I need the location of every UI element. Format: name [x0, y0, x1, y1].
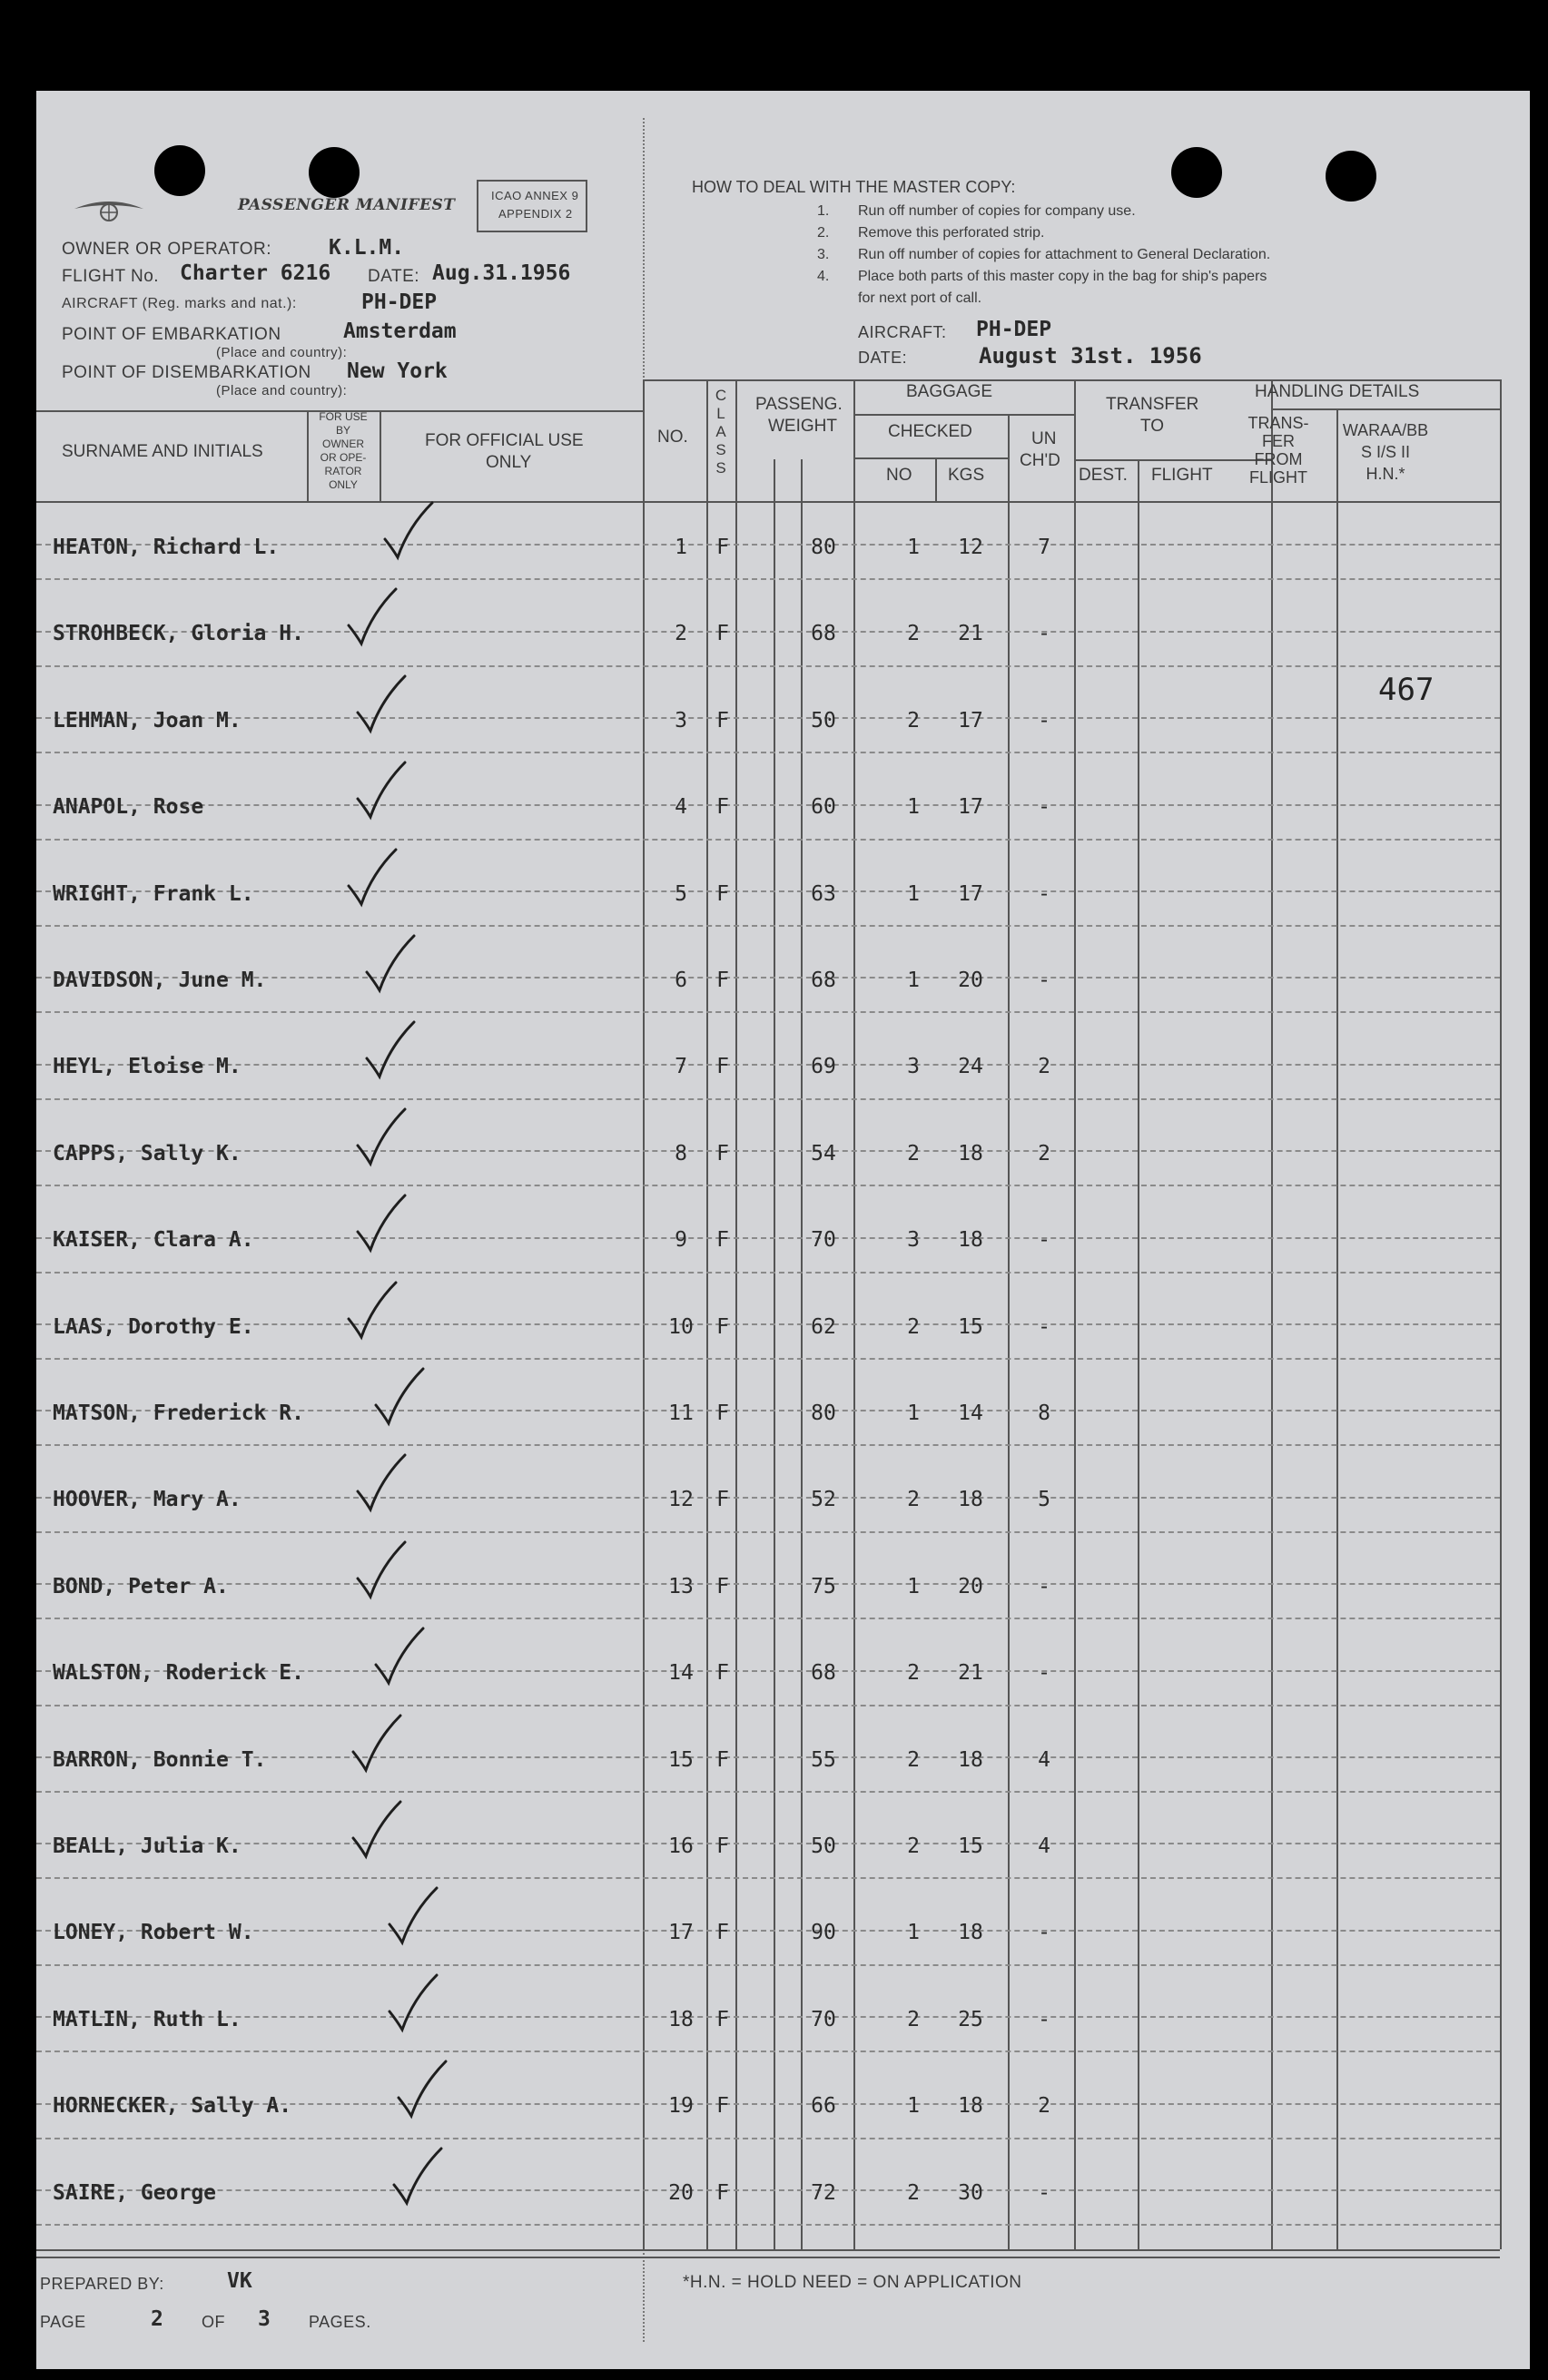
waraa-line: S I/S II	[1360, 443, 1411, 461]
passenger-no: 5	[675, 882, 687, 906]
check-mark-icon	[354, 1539, 409, 1602]
disembark-label: POINT OF DISEMBARKATION	[62, 363, 311, 382]
passenger-no: 11	[668, 1401, 694, 1425]
grid-hline	[36, 1583, 1500, 1585]
grid-hline	[36, 1011, 1500, 1013]
klm-logo-icon	[73, 192, 145, 229]
icao-line-2: APPENDIX 2	[498, 207, 573, 221]
unchecked-baggage: -	[1038, 709, 1050, 733]
grid-vline	[1008, 414, 1010, 2249]
grid-hline	[36, 2016, 1500, 2018]
col-for-use-header	[309, 410, 378, 492]
passenger-weight: 75	[811, 1575, 836, 1598]
of-label: OF	[202, 2313, 225, 2331]
baggage-kgs: 24	[958, 1055, 983, 1078]
unchecked-baggage: 2	[1038, 1142, 1050, 1165]
passenger-class: F	[716, 2008, 729, 2031]
baggage-count: 1	[907, 536, 920, 559]
instruction-text-5: for next port of call.	[858, 290, 982, 306]
embark-label: POINT OF EMBARKATION	[62, 325, 281, 344]
instr-aircraft-value: PH-DEP	[976, 318, 1052, 341]
baggage-count: 3	[907, 1228, 920, 1252]
check-mark-icon	[354, 1192, 409, 1255]
col-unchd-header-2: CH'D	[1020, 451, 1060, 470]
passenger-class: F	[716, 2094, 729, 2118]
grid-vline	[774, 459, 775, 2249]
aircraft-value: PH-DEP	[361, 290, 438, 314]
col-class-header	[710, 387, 732, 477]
passenger-name: MATSON, Frederick R.	[53, 1401, 304, 1425]
page-value: 2	[151, 2307, 163, 2331]
passenger-name: BARRON, Bonnie T.	[53, 1748, 267, 1772]
col-no-header: NO.	[657, 428, 688, 447]
col-baggage-header: BAGGAGE	[906, 382, 993, 401]
baggage-kgs: 18	[958, 1921, 983, 1944]
col-transfer-from-header	[1242, 414, 1315, 487]
passenger-class: F	[716, 969, 729, 992]
passenger-no: 1	[675, 536, 687, 559]
passenger-weight: 68	[811, 969, 836, 992]
grid-hline	[36, 1877, 1500, 1879]
check-mark-icon	[345, 1279, 399, 1342]
col-checked-header: CHECKED	[888, 422, 972, 441]
passenger-name: WALSTON, Roderick E.	[53, 1661, 304, 1685]
col-transfer-header-2: TO	[1140, 417, 1165, 436]
passenger-no: 17	[668, 1921, 694, 1944]
baggage-kgs: 17	[958, 709, 983, 733]
passenger-class: F	[716, 1834, 729, 1858]
passenger-no: 20	[668, 2181, 694, 2205]
col-kgs-header: KGS	[948, 466, 985, 485]
embark-value: Amsterdam	[343, 320, 457, 343]
passenger-weight: 62	[811, 1315, 836, 1339]
baggage-count: 2	[907, 2008, 920, 2031]
instruction-num-1: 1.	[817, 203, 830, 219]
passenger-class: F	[716, 795, 729, 819]
grid-vline	[1500, 379, 1502, 2249]
check-mark-icon	[390, 2145, 445, 2208]
baggage-kgs: 18	[958, 1228, 983, 1252]
passenger-name: STROHBECK, Gloria H.	[53, 622, 304, 645]
grid-hline	[36, 1237, 1500, 1239]
passenger-class: F	[716, 2181, 729, 2205]
baggage-count: 2	[907, 1661, 920, 1685]
grid-hline	[36, 501, 1500, 503]
grid-hline	[36, 1444, 1500, 1446]
unchecked-baggage: -	[1038, 2008, 1050, 2031]
passenger-weight: 52	[811, 1488, 836, 1511]
grid-hline	[36, 1497, 1500, 1499]
passenger-class: F	[716, 1575, 729, 1598]
baggage-count: 1	[907, 2094, 920, 2118]
baggage-kgs: 18	[958, 1142, 983, 1165]
grid-hline	[36, 2138, 1500, 2139]
classhdr-line: S	[715, 459, 726, 477]
grid-vline	[1271, 379, 1273, 2249]
unchecked-baggage: -	[1038, 1575, 1050, 1598]
baggage-kgs: 18	[958, 1488, 983, 1511]
unchecked-baggage: -	[1038, 795, 1050, 819]
passenger-class: F	[716, 1488, 729, 1511]
baggage-kgs: 12	[958, 536, 983, 559]
grid-hline	[36, 752, 1500, 753]
baggage-kgs: 18	[958, 1748, 983, 1772]
baggage-kgs: 30	[958, 2181, 983, 2205]
grid-hline	[853, 457, 1008, 459]
instructions-title: HOW TO DEAL WITH THE MASTER COPY:	[692, 178, 1016, 196]
prepared-label: PREPARED BY:	[40, 2275, 164, 2293]
grid-hline	[36, 1531, 1500, 1533]
passenger-name: LEHMAN, Joan M.	[53, 709, 242, 733]
passenger-weight: 50	[811, 1834, 836, 1858]
passenger-class: F	[716, 1921, 729, 1944]
check-mark-icon	[386, 1884, 440, 1948]
passenger-name: BOND, Peter A.	[53, 1575, 229, 1598]
hn-note: *H.N. = HOLD NEED = ON APPLICATION	[683, 2273, 1022, 2292]
instruction-text-3: Run off number of copies for attachment to General Declaration.	[858, 247, 1271, 262]
passenger-class: F	[716, 536, 729, 559]
check-mark-icon	[363, 932, 418, 996]
passenger-class: F	[716, 1661, 729, 1685]
baggage-kgs: 20	[958, 969, 983, 992]
instruction-text-4: Place both parts of this master copy in the bag for ship's papers	[858, 269, 1267, 284]
passenger-no: 9	[675, 1228, 687, 1252]
baggage-count: 2	[907, 1315, 920, 1339]
passenger-name: WRIGHT, Frank L.	[53, 882, 254, 906]
grid-hline	[36, 1185, 1500, 1186]
grid-hline	[36, 890, 1500, 892]
passenger-no: 2	[675, 622, 687, 645]
passenger-weight: 72	[811, 2181, 836, 2205]
baggage-kgs: 20	[958, 1575, 983, 1598]
grid-hline	[853, 414, 1074, 416]
instr-aircraft-label: AIRCRAFT:	[858, 323, 947, 341]
flight-label: FLIGHT No.	[62, 267, 160, 286]
passenger-name: SAIRE, George	[53, 2181, 217, 2205]
baggage-count: 2	[907, 2181, 920, 2205]
of-value: 3	[258, 2307, 271, 2331]
pages-label: PAGES.	[309, 2313, 371, 2331]
passenger-weight: 90	[811, 1921, 836, 1944]
unchecked-baggage: 2	[1038, 1055, 1050, 1078]
unchecked-baggage: 4	[1038, 1834, 1050, 1858]
transfrom-line: FLIGHT	[1248, 468, 1307, 487]
passenger-no: 8	[675, 1142, 687, 1165]
grid-hline	[36, 2224, 1500, 2226]
passenger-class: F	[716, 709, 729, 733]
passenger-no: 3	[675, 709, 687, 733]
check-mark-icon	[372, 1365, 427, 1429]
grid-hline	[36, 1705, 1500, 1706]
grid-vline	[380, 410, 381, 501]
aircraft-label: AIRCRAFT (Reg. marks and nat.):	[62, 296, 297, 311]
baggage-kgs: 18	[958, 2094, 983, 2118]
instruction-text-2: Remove this perforated strip.	[858, 225, 1045, 241]
passenger-name: LAAS, Dorothy E.	[53, 1315, 254, 1339]
page-label: PAGE	[40, 2313, 86, 2331]
check-mark-icon	[386, 1972, 440, 2035]
baggage-count: 2	[907, 1834, 920, 1858]
icao-box	[477, 180, 587, 232]
instruction-num-3: 3.	[817, 247, 830, 262]
passenger-name: ANAPOL, Rose	[53, 795, 204, 819]
baggage-kgs: 14	[958, 1401, 983, 1425]
grid-hline	[36, 1272, 1500, 1274]
passenger-no: 14	[668, 1661, 694, 1685]
waraa-line: H.N.*	[1366, 465, 1405, 483]
grid-hline	[36, 839, 1500, 841]
col-dest-header: DEST.	[1079, 466, 1128, 485]
passenger-name: HEYL, Eloise M.	[53, 1055, 242, 1078]
manifest-title: PASSENGER MANIFEST	[238, 196, 456, 214]
baggage-count: 2	[907, 709, 920, 733]
col-handling-header: HANDLING DETAILS	[1255, 382, 1420, 401]
baggage-count: 2	[907, 1488, 920, 1511]
passenger-weight: 60	[811, 795, 836, 819]
passenger-class: F	[716, 1055, 729, 1078]
grid-vline	[853, 379, 855, 2249]
passenger-name: HEATON, Richard L.	[53, 536, 280, 559]
manifest-sheet	[36, 91, 1530, 2369]
grid-vline	[1138, 459, 1139, 2249]
passenger-weight: 70	[811, 2008, 836, 2031]
baggage-kgs: 17	[958, 795, 983, 819]
grid-vline	[935, 457, 937, 501]
baggage-kgs: 17	[958, 882, 983, 906]
baggage-count: 1	[907, 795, 920, 819]
classhdr-line: A	[715, 423, 726, 440]
unchecked-baggage: -	[1038, 1921, 1050, 1944]
baggage-count: 1	[907, 969, 920, 992]
embark-place-note: (Place and country):	[216, 345, 348, 360]
unchecked-baggage: 2	[1038, 2094, 1050, 2118]
col-surname-header: SURNAME AND INITIALS	[62, 442, 263, 461]
classhdr-line: L	[716, 405, 725, 422]
grid-hline	[36, 1964, 1500, 1966]
baggage-count: 1	[907, 882, 920, 906]
baggage-count: 2	[907, 1142, 920, 1165]
grid-hline	[36, 2189, 1500, 2191]
grid-hline	[36, 925, 1500, 927]
baggage-kgs: 15	[958, 1315, 983, 1339]
passenger-name: CAPPS, Sally K.	[53, 1142, 242, 1165]
flight-value: Charter 6216	[180, 261, 331, 285]
grid-hline	[36, 1843, 1500, 1844]
unchecked-baggage: 8	[1038, 1401, 1050, 1425]
col-official-header-1: FOR OFFICIAL USE	[425, 431, 584, 450]
instruction-num-4: 4.	[817, 269, 830, 284]
passenger-weight: 50	[811, 709, 836, 733]
baggage-count: 1	[907, 1401, 920, 1425]
instruction-num-2: 2.	[817, 225, 830, 241]
check-mark-icon	[350, 1712, 404, 1775]
baggage-count: 3	[907, 1055, 920, 1078]
grid-hline	[643, 379, 1500, 381]
passenger-weight: 70	[811, 1228, 836, 1252]
baggage-count: 2	[907, 622, 920, 645]
baggage-kgs: 21	[958, 1661, 983, 1685]
icao-line-1: ICAO ANNEX 9	[491, 189, 579, 202]
grid-hline	[36, 2257, 1500, 2258]
unchecked-baggage: -	[1038, 622, 1050, 645]
classhdr-line: C	[715, 387, 727, 404]
waraa-line: WARAA/BB	[1342, 421, 1429, 439]
owner-value: K.L.M.	[329, 236, 405, 260]
owner-label: OWNER OR OPERATOR:	[62, 240, 272, 259]
check-mark-icon	[350, 1798, 404, 1862]
passenger-name: LONEY, Robert W.	[53, 1921, 254, 1944]
passenger-weight: 55	[811, 1748, 836, 1772]
passenger-class: F	[716, 1142, 729, 1165]
check-mark-icon	[363, 1018, 418, 1082]
passenger-name: HORNECKER, Sally A.	[53, 2094, 292, 2118]
baggage-kgs: 25	[958, 2008, 983, 2031]
passenger-class: F	[716, 1401, 729, 1425]
punch-hole	[1171, 147, 1222, 198]
grid-hline	[36, 1098, 1500, 1100]
punch-hole	[154, 145, 205, 196]
check-mark-icon	[345, 585, 399, 649]
grid-hline	[36, 1930, 1500, 1932]
col-transfer-header-1: TRANSFER	[1106, 395, 1199, 414]
passenger-weight: 68	[811, 1661, 836, 1685]
passenger-weight: 63	[811, 882, 836, 906]
unchecked-baggage: 7	[1038, 536, 1050, 559]
grid-hline	[36, 1323, 1500, 1325]
unchecked-baggage: -	[1038, 2181, 1050, 2205]
disembark-value: New York	[347, 359, 448, 383]
unchecked-baggage: 4	[1038, 1748, 1050, 1772]
transfrom-line: FROM	[1254, 450, 1303, 468]
unchecked-baggage: -	[1038, 882, 1050, 906]
passenger-no: 10	[668, 1315, 694, 1339]
check-mark-icon	[354, 673, 409, 736]
baggage-count: 1	[907, 1921, 920, 1944]
grid-vline	[735, 379, 737, 2249]
passenger-no: 4	[675, 795, 687, 819]
instr-date-label: DATE:	[858, 349, 908, 367]
grid-vline	[643, 379, 645, 2249]
punch-hole	[1326, 151, 1376, 202]
prepared-value: VK	[227, 2269, 252, 2293]
baggage-count: 1	[907, 1575, 920, 1598]
col-flight-header: FLIGHT	[1151, 466, 1213, 485]
col-waraa-header	[1335, 419, 1436, 485]
baggage-kgs: 15	[958, 1834, 983, 1858]
passenger-name: DAVIDSON, June M.	[53, 969, 267, 992]
baggage-kgs: 21	[958, 622, 983, 645]
punch-hole	[309, 147, 360, 198]
passenger-name: KAISER, Clara A.	[53, 1228, 254, 1252]
passenger-name: HOOVER, Mary A.	[53, 1488, 242, 1511]
grid-vline	[706, 379, 708, 2249]
col-bag-no-header: NO	[886, 466, 912, 485]
classhdr-line: S	[715, 441, 726, 458]
passenger-no: 12	[668, 1488, 694, 1511]
grid-hline	[36, 1618, 1500, 1619]
grid-hline	[36, 665, 1500, 667]
check-mark-icon	[354, 1106, 409, 1169]
unchecked-baggage: -	[1038, 969, 1050, 992]
date-label: DATE:	[368, 267, 420, 286]
passenger-no: 13	[668, 1575, 694, 1598]
check-mark-icon	[354, 759, 409, 822]
instr-date-value: August 31st. 1956	[979, 343, 1202, 369]
check-mark-icon	[395, 2058, 449, 2121]
handwritten-note: 467	[1378, 672, 1435, 708]
check-mark-icon	[354, 1451, 409, 1515]
passenger-no: 15	[668, 1748, 694, 1772]
passenger-no: 7	[675, 1055, 687, 1078]
passenger-class: F	[716, 1315, 729, 1339]
unchecked-baggage: -	[1038, 1661, 1050, 1685]
col-weight-header-1: PASSENG.	[755, 395, 843, 414]
passenger-class: F	[716, 622, 729, 645]
passenger-weight: 80	[811, 536, 836, 559]
passenger-class: F	[716, 1748, 729, 1772]
grid-vline	[1336, 408, 1338, 2249]
passenger-class: F	[716, 882, 729, 906]
foruse-line: ONLY	[329, 478, 358, 491]
grid-hline	[1271, 408, 1500, 410]
passenger-no: 6	[675, 969, 687, 992]
grid-hline	[36, 1064, 1500, 1066]
unchecked-baggage: -	[1038, 1315, 1050, 1339]
check-mark-icon	[381, 499, 436, 563]
passenger-weight: 66	[811, 2094, 836, 2118]
instruction-text-1: Run off number of copies for company use.	[858, 203, 1136, 219]
grid-hline	[36, 1150, 1500, 1152]
passenger-name: BEALL, Julia K.	[53, 1834, 242, 1858]
passenger-weight: 69	[811, 1055, 836, 1078]
transfrom-line: FER	[1262, 432, 1295, 450]
check-mark-icon	[345, 846, 399, 910]
baggage-count: 2	[907, 1748, 920, 1772]
grid-vline	[1074, 379, 1076, 2249]
col-official-header-2: ONLY	[486, 453, 532, 472]
foruse-line: OR OPE-	[320, 451, 367, 464]
grid-hline	[36, 2249, 1500, 2251]
grid-hline	[36, 717, 1500, 719]
disembark-place-note: (Place and country):	[216, 383, 348, 398]
col-unchd-header-1: UN	[1031, 429, 1057, 448]
passenger-weight: 80	[811, 1401, 836, 1425]
grid-hline	[36, 1358, 1500, 1360]
passenger-class: F	[716, 1228, 729, 1252]
foruse-line: RATOR	[324, 465, 362, 477]
passenger-no: 16	[668, 1834, 694, 1858]
grid-hline	[36, 1791, 1500, 1793]
passenger-weight: 54	[811, 1142, 836, 1165]
grid-hline	[36, 2051, 1500, 2052]
grid-hline	[36, 578, 1500, 580]
passenger-weight: 68	[811, 622, 836, 645]
passenger-name: MATLIN, Ruth L.	[53, 2008, 242, 2031]
foruse-line: BY	[335, 424, 350, 437]
grid-hline	[36, 804, 1500, 806]
foruse-line: OWNER	[322, 438, 364, 450]
passenger-no: 18	[668, 2008, 694, 2031]
unchecked-baggage: -	[1038, 1228, 1050, 1252]
passenger-no: 19	[668, 2094, 694, 2118]
date-value: Aug.31.1956	[432, 261, 571, 285]
col-weight-header-2: WEIGHT	[768, 417, 837, 436]
check-mark-icon	[372, 1625, 427, 1688]
unchecked-baggage: 5	[1038, 1488, 1050, 1511]
foruse-line: FOR USE	[319, 410, 368, 423]
transfrom-line: TRANS-	[1247, 414, 1309, 432]
